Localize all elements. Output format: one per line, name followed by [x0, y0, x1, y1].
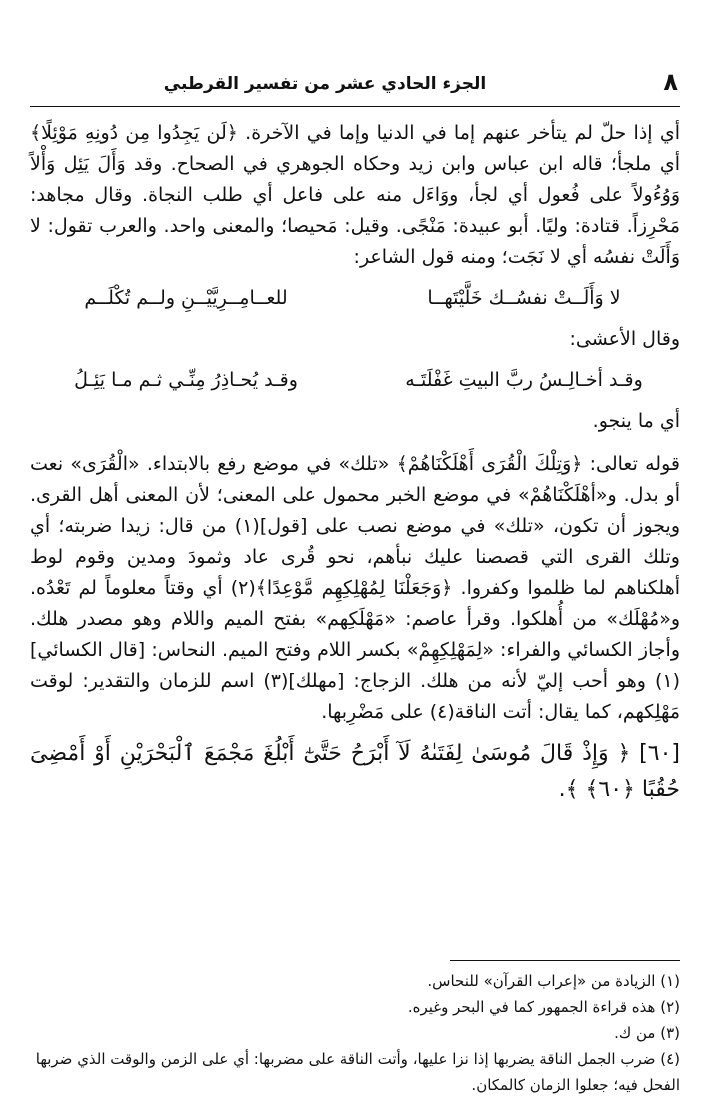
paragraph: أي إذا حلّ لم يتأخر عنهم إما في الدنيا وإما في الآخرة. ﴿لَن يَجِدُوا مِن دُونِهِ مَوْئِلًا﴾ أي ملجأ؛ قاله ابن عباس وابن زيد وحكاه الجوهري في الصحاح. وقد وَأَلَ يَئِل وَأْلاً وَوُءُولاً على فُعول أي لجأ، ووَاءَل منه على فاعل أي طلب النجاة. وقال مجاهد: مَحْرِزاً. قتادة: وليًا. أبو عبيدة: مَنْجًى. وقيل: مَحيصا؛ والمعنى واحد. والعرب تقول: لا وَأَلَتْ نفسُه أي لا نَجَت؛ ومنه قول الشاعر: [30, 122, 680, 268]
page-body [30, 118, 680, 808]
running-head: الجزء الحادي عشر من تفسير القرطبي [163, 74, 487, 94]
poetry-verse [30, 355, 680, 406]
footnote: (٣) من ك. [614, 1024, 680, 1042]
footnote-rule [450, 960, 680, 961]
book-page [30, 60, 681, 1094]
paragraph: أي ما ينجو. [592, 410, 680, 432]
paragraph-gap [30, 437, 680, 449]
verse-hemistich: وقـد أخـالِـسُ ربَّ البيتِ غَفْلَتَـه [405, 369, 643, 391]
page-number: ٨ [663, 68, 678, 96]
footnote: (١) الزيادة من «إعراب القرآن» للنحاس. [427, 972, 680, 990]
footnote: (٢) هذه قراءة الجمهور كما في البحر وغيره. [407, 998, 680, 1016]
verse-hemistich: لا وَأَلَــتْ نفسُــك خَلَّيْتَهــا [427, 287, 621, 309]
poetry-verse [30, 273, 680, 324]
header-rule [30, 106, 680, 107]
quran-verse: [٦٠] ﴿ وَإِذْ قَالَ مُوسَىٰ لِفَتَىٰهُ لَآ أَبْرَحُ حَتَّىٰٓ أَبْلُغَ مَجْمَعَ ٱلْبَحْرَيْنِ أَوْ أَمْضِىَ حُقُبًا ﴿٦٠﴾ ﴾. [30, 741, 680, 802]
footnote: (٤) ضرب الجمل الناقة يضربها إذا نزا عليها، وأتت الناقة على مضربها: أي على الزمن والوقت الذي ضربها الفحل فيه؛ جعلوا الزمان كالمكان. [35, 1050, 680, 1094]
footnotes [30, 968, 680, 1098]
page-header [30, 68, 680, 98]
paragraph: قوله تعالى: ﴿وَتِلْكَ الْقُرَى أَهْلَكْنَاهُمْ﴾ «تلك» في موضع رفع بالابتداء. «الْقُرَى» نعت أو بدل. و«أهْلَكْنَاهُمْ» في موضع الخبر محمول على المعنى؛ لأن المعنى أهل القرى. ويجوز أن تكون، «تلك» في موضع نصب على [قول](١) من قال: زيدا ضربته؛ أي وتلك القرى التي قصصنا عليك نبأهم، نحو قُرى عاد وثمودَ ومدين وقوم لوط أهلكناهم لما ظلموا وكفروا. ﴿وَجَعَلْنَا لِمُهْلِكِهِم مَّوْعِدًا﴾(٢) أي وقتاً معلوماً لم تَعْدُه. و«مُهْلَك» من أُهلكوا. وقرأ عاصم: «مَهْلَكِهم» بفتح الميم واللام وهو مصدر هلك. وأجاز الكسائي والفراء: «لِمَهْلِكِهِمْ» بكسر اللام وفتح الميم. النحاس: [قال الكسائي](١) وهو أحب إليّ لأنه من هلك. الزجاج: [مهلك](٣) اسم للزمان والتقدير: لوقت مَهْلِكهم، كما يقال: أتت الناقة(٤) على مَضْرِبها. [30, 453, 681, 723]
verse-hemistich: وقـد يُحـاذِرُ مِنِّـي ثـم مـا يَئِـلُ [74, 369, 298, 391]
verse-hemistich: للعــامِــرِيَّيْــنِ ولــم تُكْلَــم [84, 287, 288, 309]
paragraph: وقال الأعشى: [569, 328, 680, 350]
